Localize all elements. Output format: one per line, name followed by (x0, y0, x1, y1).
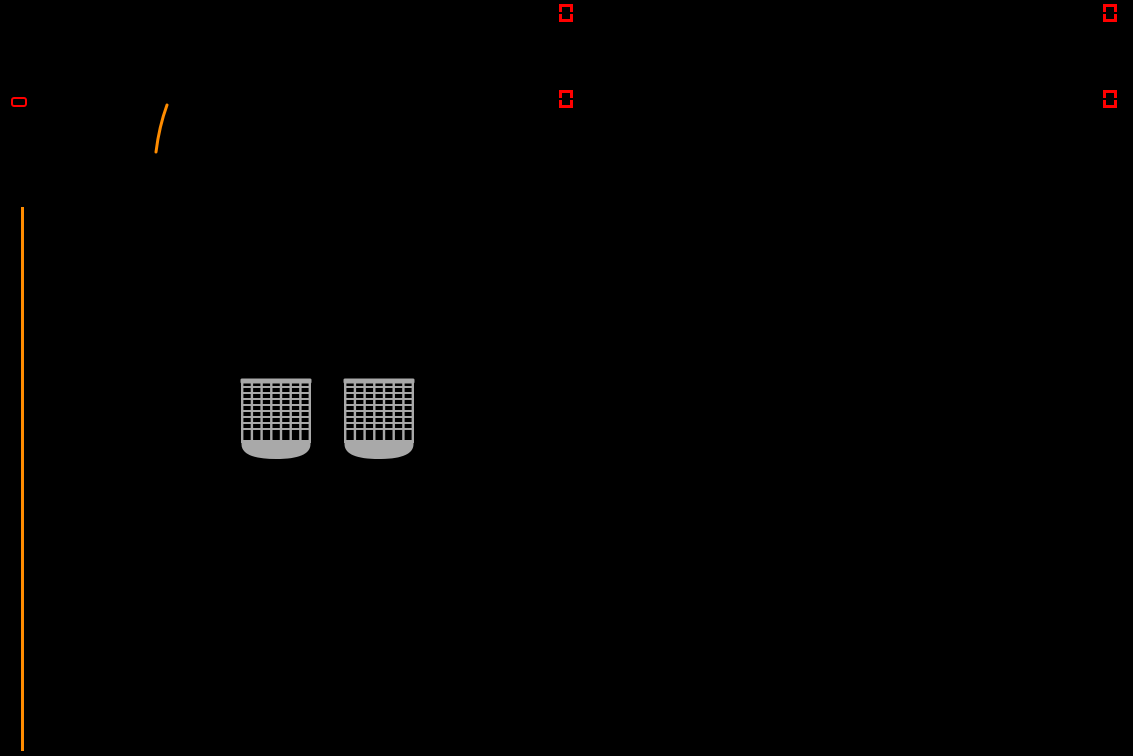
score-digit-right-top (1103, 4, 1117, 22)
wire-basket-icon[interactable] (240, 377, 312, 459)
red-indicator-outline-icon (11, 97, 27, 107)
score-digit-right-bottom (1103, 90, 1117, 108)
basket-solid-bottom (345, 440, 414, 459)
score-digit-center-top (559, 4, 573, 22)
basket-solid-bottom (242, 440, 311, 459)
score-digit-center-bottom (559, 90, 573, 108)
wire-basket-icon[interactable] (343, 377, 415, 459)
orange-vertical-line (21, 207, 24, 751)
orange-curve-stroke (150, 100, 175, 158)
